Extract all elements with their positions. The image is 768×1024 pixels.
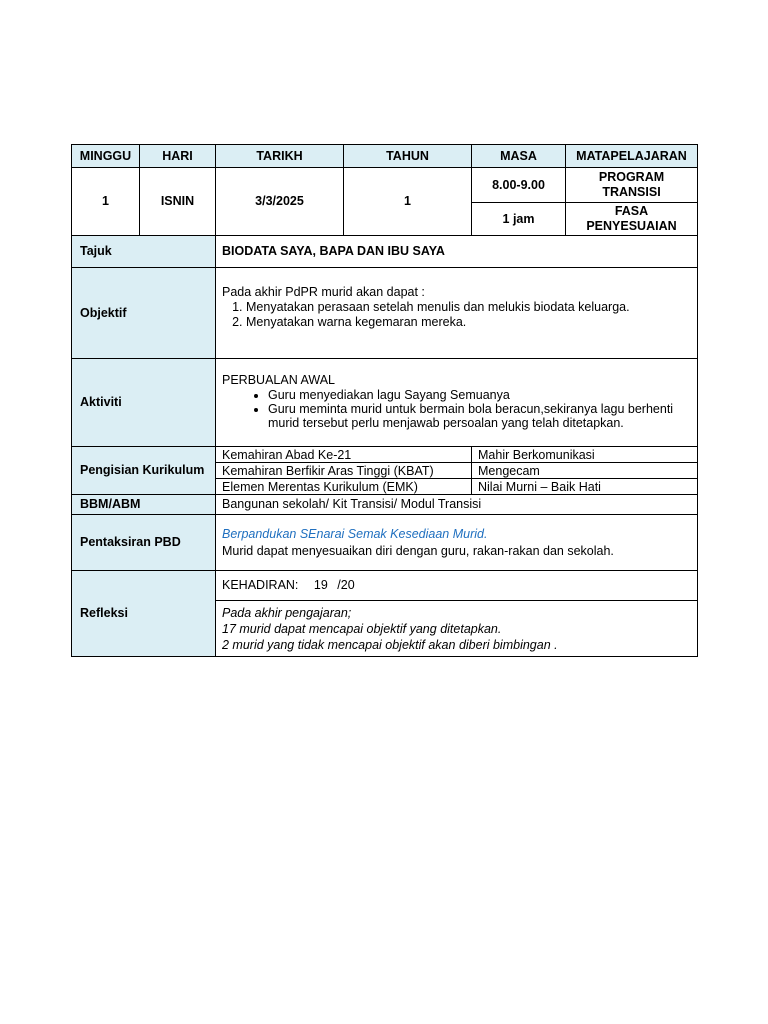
info-tahun: 1 [344, 168, 472, 236]
header-matapelajaran: MATAPELAJARAN [566, 145, 698, 168]
info-row [72, 168, 698, 203]
kurikulum-value: Mahir Berkomunikasi [472, 447, 698, 463]
kurikulum-label: Pengisian Kurikulum [72, 447, 216, 495]
refleksi-notes [216, 601, 698, 657]
header-row [72, 145, 698, 168]
tajuk-label: Tajuk [72, 236, 216, 268]
pbd-label: Pentaksiran PBD [72, 515, 216, 571]
refleksi-row [72, 571, 698, 601]
refleksi-line: 2 murid yang tidak mencapai objektif akan diberi bimbingan . [222, 637, 558, 652]
aktiviti-row [72, 359, 698, 447]
lesson-plan-table [71, 144, 698, 657]
kurikulum-value: Mengecam [472, 463, 698, 479]
kurikulum-key: Elemen Merentas Kurikulum (EMK) [216, 479, 472, 495]
kehadiran-total: /20 [337, 578, 355, 592]
kurikulum-key: Kemahiran Berfikir Aras Tinggi (KBAT) [216, 463, 472, 479]
kehadiran-value: 19 [313, 578, 328, 592]
aktiviti-label: Aktiviti [72, 359, 216, 447]
objektif-item: 2. Menyatakan warna kegemaran mereka. [246, 315, 691, 330]
kurikulum-item [216, 463, 698, 479]
info-masa-time: 8.00-9.00 [472, 168, 566, 203]
aktiviti-heading: PERBUALAN AWAL [222, 373, 336, 387]
refleksi-line: Pada akhir pengajaran; [222, 605, 352, 620]
info-subject-line1: PROGRAM TRANSISI [566, 168, 698, 203]
header-minggu: MINGGU [72, 145, 140, 168]
lesson-plan-sheet [71, 144, 697, 657]
kehadiran-label: KEHADIRAN: [222, 578, 299, 592]
refleksi-line: 17 murid dapat mencapai objektif yang ditetapkan. [222, 621, 502, 636]
kurikulum-item [216, 479, 698, 495]
bbm-row [72, 495, 698, 515]
pbd-row [72, 515, 698, 571]
kurikulum-value: Nilai Murni – Baik Hati [472, 479, 698, 495]
objektif-item: 1. Menyatakan perasaan setelah menulis dan melukis biodata keluarga. [246, 300, 691, 315]
aktiviti-content [216, 359, 698, 447]
header-tahun: TAHUN [344, 145, 472, 168]
kurikulum-item [216, 447, 698, 463]
kehadiran-cell [216, 571, 698, 601]
aktiviti-list [222, 388, 691, 430]
objektif-content [216, 268, 698, 359]
info-masa-duration: 1 jam [472, 203, 566, 236]
info-tarikh: 3/3/2025 [216, 168, 344, 236]
header-hari: HARI [140, 145, 216, 168]
refleksi-label: Refleksi [72, 571, 216, 657]
aktiviti-item: • Guru meminta murid untuk bermain bola beracun,sekiranya lagu berhenti murid tersebut perlu menjawab persoalan yang telah ditetapkan. [268, 402, 691, 430]
kurikulum-content [216, 447, 698, 495]
header-masa: MASA [472, 145, 566, 168]
header-tarikh: TARIKH [216, 145, 344, 168]
bbm-value: Bangunan sekolah/ Kit Transisi/ Modul Transisi [216, 495, 698, 515]
info-hari: ISNIN [140, 168, 216, 236]
objektif-row [72, 268, 698, 359]
bbm-label: BBM/ABM [72, 495, 216, 515]
pbd-content [216, 515, 698, 571]
pbd-guide: Berpandukan SEnarai Semak Kesediaan Murid. [222, 526, 488, 541]
aktiviti-item: • Guru menyediakan lagu Sayang Semuanya [268, 388, 691, 402]
info-minggu: 1 [72, 168, 140, 236]
kurikulum-key: Kemahiran Abad Ke-21 [216, 447, 472, 463]
kurikulum-table [215, 446, 698, 495]
pbd-text: Murid dapat menyesuaikan diri dengan guru, rakan-rakan dan sekolah. [222, 543, 614, 558]
objektif-label: Objektif [72, 268, 216, 359]
info-subject-line2: FASA PENYESUAIAN [566, 203, 698, 236]
tajuk-row [72, 236, 698, 268]
objektif-list [222, 300, 691, 330]
tajuk-value: BIODATA SAYA, BAPA DAN IBU SAYA [216, 236, 698, 268]
kurikulum-row [72, 447, 698, 495]
objektif-intro: Pada akhir PdPR murid akan dapat : [222, 285, 425, 299]
